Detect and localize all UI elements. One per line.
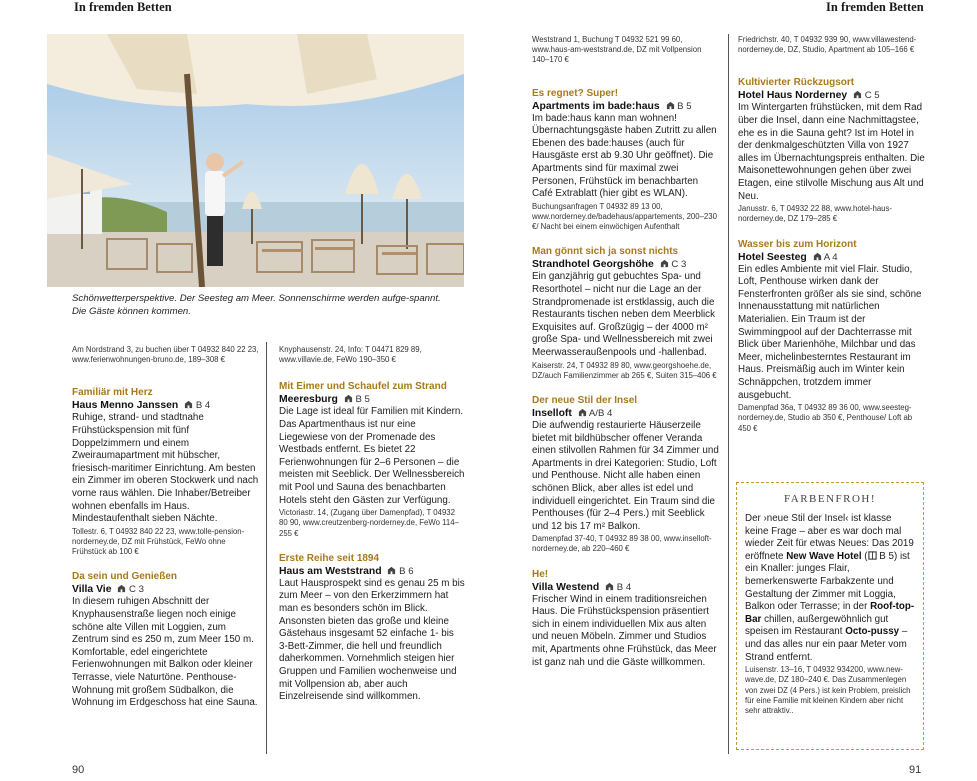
map-pin-icon	[605, 582, 614, 591]
entry-info: Damenpfad 37-40, T 04932 89 38 00, www.inselloft-norderney.de, ab 220–460 €	[532, 534, 712, 554]
entry-name	[532, 258, 720, 271]
entry-name-text: Strandhotel Georgshöhe	[532, 259, 654, 271]
running-head-right: In fremden Betten	[826, 0, 924, 14]
map-pin-icon	[813, 252, 822, 261]
map-pin-icon	[344, 394, 353, 403]
map-book-icon	[868, 551, 877, 560]
entry-kicker: Familiär mit Herz	[72, 387, 153, 399]
column-rule-left	[266, 342, 267, 754]
entry-name	[532, 407, 720, 420]
map-pin-icon	[666, 101, 675, 110]
entry-name-text: Haus Menno Janssen	[72, 400, 179, 412]
map-ref	[184, 400, 210, 411]
column-1	[72, 344, 260, 710]
column-rule-right	[728, 34, 729, 754]
entry-name-text: Villa Westend	[532, 581, 600, 593]
column-2	[279, 344, 465, 704]
map-ref-text: C 5	[864, 90, 880, 102]
info-box-text-e: – und das alles nur ein paar Meter vom Strand entfernt.	[745, 626, 908, 663]
map-ref	[853, 90, 880, 101]
map-ref-text: A 4	[823, 251, 838, 263]
map-pin-icon	[578, 408, 587, 417]
info-box-farbenfroh	[736, 482, 924, 750]
map-pin-icon	[387, 566, 396, 575]
entry-name	[72, 583, 260, 596]
map-ref-text: B 6	[399, 565, 414, 577]
page-number-right: 91	[909, 764, 922, 776]
entry-name-text: Inselloft	[532, 407, 572, 419]
map-ref	[813, 252, 838, 263]
entry-name	[738, 89, 926, 102]
entry-name-text: Hotel Seesteg	[738, 251, 807, 263]
entry-name	[72, 399, 260, 412]
entry-kicker: Kultivierter Rückzugsort	[738, 77, 855, 89]
entry-name	[279, 565, 465, 578]
map-ref	[605, 582, 631, 593]
info-box-restaurant-name: Octo-pussy	[845, 626, 900, 638]
entry-name	[738, 251, 926, 264]
entry-body: Ruhige, strand- und stadtnahe Frühstückspension mit fünf Doppelzimmern und einem Zweiraumapartment mit hübscher, friesisch-maritimer Einrichtung. Am besten ein Zimmer im oberen Stockwerk und nach vorne raus wählen. Die Inhaber/Betreiber wohnen ebenfalls im Haus. Mindestaufenthalt sieben Nächte.	[72, 412, 259, 525]
entry-kicker: Es regnet? Super!	[532, 87, 619, 99]
entry-kicker: Wasser bis zum Horizont	[738, 238, 857, 250]
info-box-text-c: ) ist ein Knaller: junges Flair, bemerkenswerte Farbakzente und Gestaltung der Zimmer mit Loggia, Balkon oder Terrasse; in der	[745, 550, 910, 613]
entry-info: Tollestr. 6, T 04932 840 22 23, www.tolle-pension-norderney.de, DZ mit Frühstück, FeWo ohne Frühstück ab 100 €	[72, 526, 245, 557]
entry-kicker: Erste Reihe seit 1894	[279, 552, 380, 564]
column-4	[738, 34, 926, 434]
parasol-illustration	[47, 34, 464, 287]
entry-name	[279, 393, 465, 406]
map-ref-text: B 4	[616, 581, 632, 593]
map-ref-text: C 3	[129, 584, 144, 596]
map-ref-text: B 4	[195, 400, 211, 412]
column-3	[532, 34, 720, 669]
entry-body: Ein edles Ambiente mit viel Flair. Studio, Loft, Penthouse wirken dank der Fensterfronten größer als sie sind, schöne Innenausstattung mit natürlichen Materialien. Ein Traum ist der Swimmingpool auf der Dachterrasse mit Blick über Marienhöhe, Milchbar und das Meer, michelinbesterntes Restaurant im Haus. Preismäßig auch im Winter kein Schnäppchen, trotzdem immer ausgebucht.	[738, 263, 922, 401]
entry-body: Laut Hausprospekt sind es genau 25 m bis zum Meer – von den Erkerzimmern hat man es besonders schön im Blick. Ansonsten bieten das große und kleine Gästehaus insgesamt 52 einfache 1- bis 3-Bett-Zimmer, die hell und freundlich daherkommen. Vornehmlich steigen hier Gruppen und Familien wochenweise und mit Vollpension ab, aber auch Einzelreisende sind willkommen.	[279, 577, 465, 703]
running-head-left: In fremden Betten	[74, 0, 172, 14]
info-box-bar-name: Roof-top-Bar	[745, 601, 915, 625]
entry-name-text: Haus am Weststrand	[279, 565, 382, 577]
entry-info: Buchungsanfragen T 04932 89 13 00, www.norderney.de/badehaus/appartements, 200–230 €/ Nacht bei einem einwöchigen Aufenthalt	[532, 201, 717, 232]
map-pin-icon	[184, 400, 193, 409]
map-ref	[666, 101, 692, 112]
map-ref-text: C 3	[671, 259, 687, 271]
entry-kicker: Da sein und Genießen	[72, 571, 178, 583]
col1-top-info: Am Nordstrand 3, zu buchen über T 04932 840 22 23, www.ferienwohnungen-bruno.de, 189–308 €	[72, 345, 259, 365]
entry-kicker: Mit Eimer und Schaufel zum Strand	[279, 381, 447, 393]
info-box-text	[745, 513, 915, 664]
entry-body: Die aufwendig restaurierte Häuserzeile bietet mit bildhübscher offener Veranda einen stilvollen Rahmen für 34 Zimmer und Apartments in drei Kategorien: Studio, Loft und Penthouse. Nicht alle haben einen schönen Blick, aber alles ist edel und individuell eingerichtet. Ein Traum sind die Penthouses (für 2–4 Pers.) mit Seeblick und 12 bis 17 m² Balkon.	[532, 419, 719, 532]
col3-top-info: Weststrand 1, Buchung T 04932 521 99 60, www.haus-am-weststrand.de, DZ mit Vollpension 140–170 €	[532, 35, 702, 65]
photo-caption: Schönwetterperspektive. Der Seesteg am Meer. Sonnenschirme werden aufge-spannt. Die Gäste können kommen.	[72, 293, 441, 317]
entry-info: Janusstr. 6, T 04932 22 88, www.hotel-haus-norderney.de, DZ 179–285 €	[738, 204, 893, 224]
entry-body: Ein ganzjährig gut gebuchtes Spa- und Resorthotel – nicht nur die Lage an der Strandpromenade ist erstklassig, auch die Restaurants tischen neben dem Meerblick Exquisites auf. Großzügig – der 4000 m² große Spa- und Wellnessbereich mit zwei Meerwasseraußenpools und -hallenbad.	[532, 271, 715, 358]
info-box-text-a: Der ›neue Stil der Insel‹ ist klasse keine Frage – aber es war doch mal wieder Zeit für etwas Neues: Das 2019 eröffnete	[745, 513, 914, 562]
entry-body: Im bade:haus kann man wohnen! Übernachtungsgäste haben Zutritt zu allen Ebenen des bade:hauses (auch für Hausgäste erst ab 9.30 Uhr geöffnet). Die Apartments sind für maximal zwei Personen, Frühstück im benachbarten Café Extrablatt (hier gibt es WLAN).	[532, 112, 717, 200]
entry-info: Kaiserstr. 24, T 04932 89 80, www.georgshoehe.de, DZ/auch Familienzimmer ab 265 €, Suiten 315–406 €	[532, 360, 717, 380]
info-box-title: FARBENFROH!	[783, 493, 877, 505]
page-number-left: 90	[72, 764, 85, 776]
map-ref-text: A/B 4	[588, 407, 613, 419]
entry-kicker: Der neue Stil der Insel	[532, 394, 638, 406]
info-box-text-b: (	[864, 550, 868, 562]
entry-body: Im Wintergarten frühstücken, mit dem Rad über die Insel, dann eine Nachmittagstee, ehe es in die Sauna geht? Ist im Hotel in der denkmalgeschützten Villa von 1927 alles im Übernachtungspreis enthalten. Die Maisonettewohnungen gehen über zwei Etagen, eine stilvolle Mischung aus Alt und Neu.	[738, 102, 925, 202]
entry-name-text: Meeresburg	[279, 394, 338, 406]
map-pin-icon	[853, 90, 862, 99]
entry-info: Damenpfad 36a, T 04932 89 36 00, www.seesteg-norderney.de, Studio ab 350 €, Penthouse/ Loft ab 450 €	[738, 403, 913, 433]
entry-name-text: Apartments im bade:haus	[532, 100, 660, 112]
col2-top-info: Knyphausenstr. 24, Info: T 04471 829 89, www.villavie.de, FeWo 190–350 €	[279, 345, 422, 365]
entry-name-text: Villa Vie	[72, 584, 112, 596]
info-box-hotel-name: New Wave Hotel	[786, 550, 862, 562]
info-box-ref: B 5	[879, 550, 894, 562]
entry-name-text: Hotel Haus Norderney	[738, 90, 848, 102]
info-box-info: Luisenstr. 13–16, T 04932 934200, www.new-wave.de, DZ 180–240 €. Das Zusammenlegen von zwei DZ (4 Pers.) ist kein Problem, preislich für eine Familie mit kleinen Kindern aber nicht sehr attraktiv..	[745, 665, 911, 715]
map-ref	[117, 584, 144, 595]
map-ref	[578, 408, 613, 419]
entry-body: Frischer Wind in einem traditionsreichen Haus. Die Frühstückspension präsentiert sich in einem individuellen Mix aus alten und neuen Möbeln. Zimmer und Studios mit, Apartments ohne Frühstück, das Meer ist ganz nah und die Gäste willkommen.	[532, 593, 717, 668]
map-ref	[387, 566, 413, 577]
map-pin-icon	[117, 584, 126, 593]
map-ref	[344, 394, 370, 405]
entry-name	[532, 581, 720, 594]
map-ref-text: B 5	[355, 394, 370, 406]
entry-kicker: Man gönnt sich ja sonst nichts	[532, 246, 679, 258]
entry-body: In diesem ruhigen Abschnitt der Knyphausenstraße liegen noch einige schöne alte Villen mit Loggien, zum Zentrum sind es 250 m, zum Meer 150 m. Komfortable, edel eingerichtete Ferienwohnungen mit Balkon oder kleiner Terrasse, viele Naturtöne. Penthouse-Wohnung mit großem Südbalkon, die Wohnung im Erdgeschoss hat eine Sauna.	[72, 596, 258, 709]
map-ref	[660, 259, 687, 270]
map-pin-icon	[660, 259, 669, 268]
map-ref-text: B 5	[677, 100, 692, 112]
entry-name	[532, 100, 720, 113]
entry-kicker: He!	[532, 568, 549, 580]
entry-body: Die Lage ist ideal für Familien mit Kindern. Das Apartmenthaus ist nur eine Liegewiese von der Promenade des Westbads entfernt. Es bietet 22 Ferienwohnungen für 2–6 Personen – die meisten mit Seeblick. Der Wellnessbereich mit Pool und Sauna des benachbarten Hotels steht den Gästen zur Verfügung.	[279, 406, 465, 506]
col4-top-info: Friedrichstr. 40, T 04932 939 90, www.villawestend-norderney.de, DZ, Studio, Apartment ab 105–166 €	[738, 35, 917, 55]
entry-info: Victoriastr. 14, (Zugang über Damenpfad), T 04932 80 90, www.creutzenberg-norderney.de, FeWo 114–255 €	[279, 508, 459, 538]
photo-parasols	[47, 34, 464, 287]
info-box-text-d: chillen, außergewöhnlich gut speisen im Restaurant	[745, 613, 889, 638]
